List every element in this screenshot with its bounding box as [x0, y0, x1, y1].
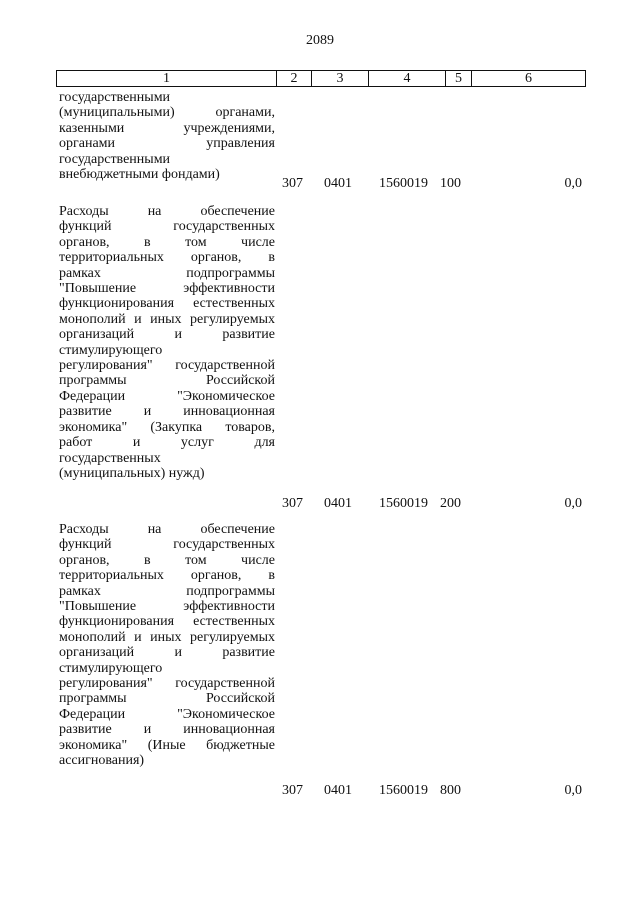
cell-col5: 100 — [440, 176, 461, 191]
description-line: Федерации "Экономическое — [59, 706, 275, 722]
description-line: функций государственных — [59, 219, 275, 235]
cell-col5: 800 — [440, 783, 461, 798]
description-line: развитие и инновационная — [59, 404, 275, 420]
cell-col6: 0,0 — [564, 783, 582, 798]
cell-col4: 1560019 — [379, 496, 428, 511]
cell-col4: 1560019 — [379, 783, 428, 798]
column-header-5: 5 — [446, 71, 472, 87]
cell-col2: 307 — [282, 176, 303, 191]
description-line: государственными — [59, 90, 171, 105]
description-line: экономика" (Иные бюджетные — [59, 737, 275, 753]
description-line: программы Российской — [59, 691, 275, 707]
column-header-2: 2 — [277, 71, 312, 87]
cell-col4: 1560019 — [379, 176, 428, 191]
description-line: рамках подпрограммы — [59, 583, 275, 599]
description-line: Расходы на обеспечение — [59, 522, 275, 537]
description-line: территориальных органов, в — [59, 250, 275, 266]
cell-col6: 0,0 — [564, 176, 582, 191]
description-line: организаций и развитие — [59, 327, 275, 343]
description-line: "Повышение эффективности — [59, 281, 275, 297]
cell-col2: 307 — [282, 496, 303, 511]
description-line: органов, в том числе — [59, 552, 275, 568]
description-line: функций государственных — [59, 537, 275, 553]
description-line: органов, в том числе — [59, 234, 275, 250]
description-line: монополий и иных регулируемых — [59, 629, 275, 645]
cell-col3: 0401 — [324, 783, 352, 798]
description-line: (муниципальных) нужд) — [59, 465, 205, 481]
description-line: территориальных органов, в — [59, 568, 275, 584]
description-line: рамках подпрограммы — [59, 265, 275, 281]
column-header-table — [56, 70, 586, 87]
description-line: стимулирующего — [59, 342, 163, 358]
description-line: экономика" (Закупка товаров, — [59, 419, 275, 435]
description-line: казенными учреждениями, — [59, 120, 275, 136]
description-line: работ и услуг для — [59, 435, 275, 451]
cell-col3: 0401 — [324, 176, 352, 191]
column-header-3: 3 — [312, 71, 369, 87]
description-line: стимулирующего — [59, 660, 163, 676]
description-line: государственных — [59, 450, 161, 466]
column-header-6: 6 — [472, 71, 586, 87]
cell-col3: 0401 — [324, 496, 352, 511]
description-line: регулирования" государственной — [59, 676, 275, 692]
description-line: (муниципальными) органами, — [59, 105, 275, 121]
column-header-4: 4 — [369, 71, 446, 87]
description-line: Расходы на обеспечение — [59, 204, 275, 219]
description-line: функционирования естественных — [59, 614, 275, 630]
description-line: организаций и развитие — [59, 645, 275, 661]
column-header-1: 1 — [57, 71, 277, 87]
description-line: государственными — [59, 151, 171, 167]
description-line: развитие и инновационная — [59, 722, 275, 738]
cell-col2: 307 — [282, 783, 303, 798]
description-line: ассигнования) — [59, 753, 145, 769]
row-description — [59, 522, 275, 769]
cell-col6: 0,0 — [564, 496, 582, 511]
description-line: программы Российской — [59, 373, 275, 389]
cell-col5: 200 — [440, 496, 461, 511]
description-line: регулирования" государственной — [59, 358, 275, 374]
description-line: внебюджетными фондами) — [59, 167, 220, 183]
row-description — [59, 204, 275, 481]
description-line: монополий и иных регулируемых — [59, 311, 275, 327]
description-line: "Повышение эффективности — [59, 599, 275, 615]
description-line: Федерации "Экономическое — [59, 388, 275, 404]
description-line: органами управления — [59, 136, 275, 152]
row-description — [59, 90, 275, 182]
column-header-row — [57, 71, 586, 87]
description-line: функционирования естественных — [59, 296, 275, 312]
page-number: 2089 — [306, 33, 334, 48]
